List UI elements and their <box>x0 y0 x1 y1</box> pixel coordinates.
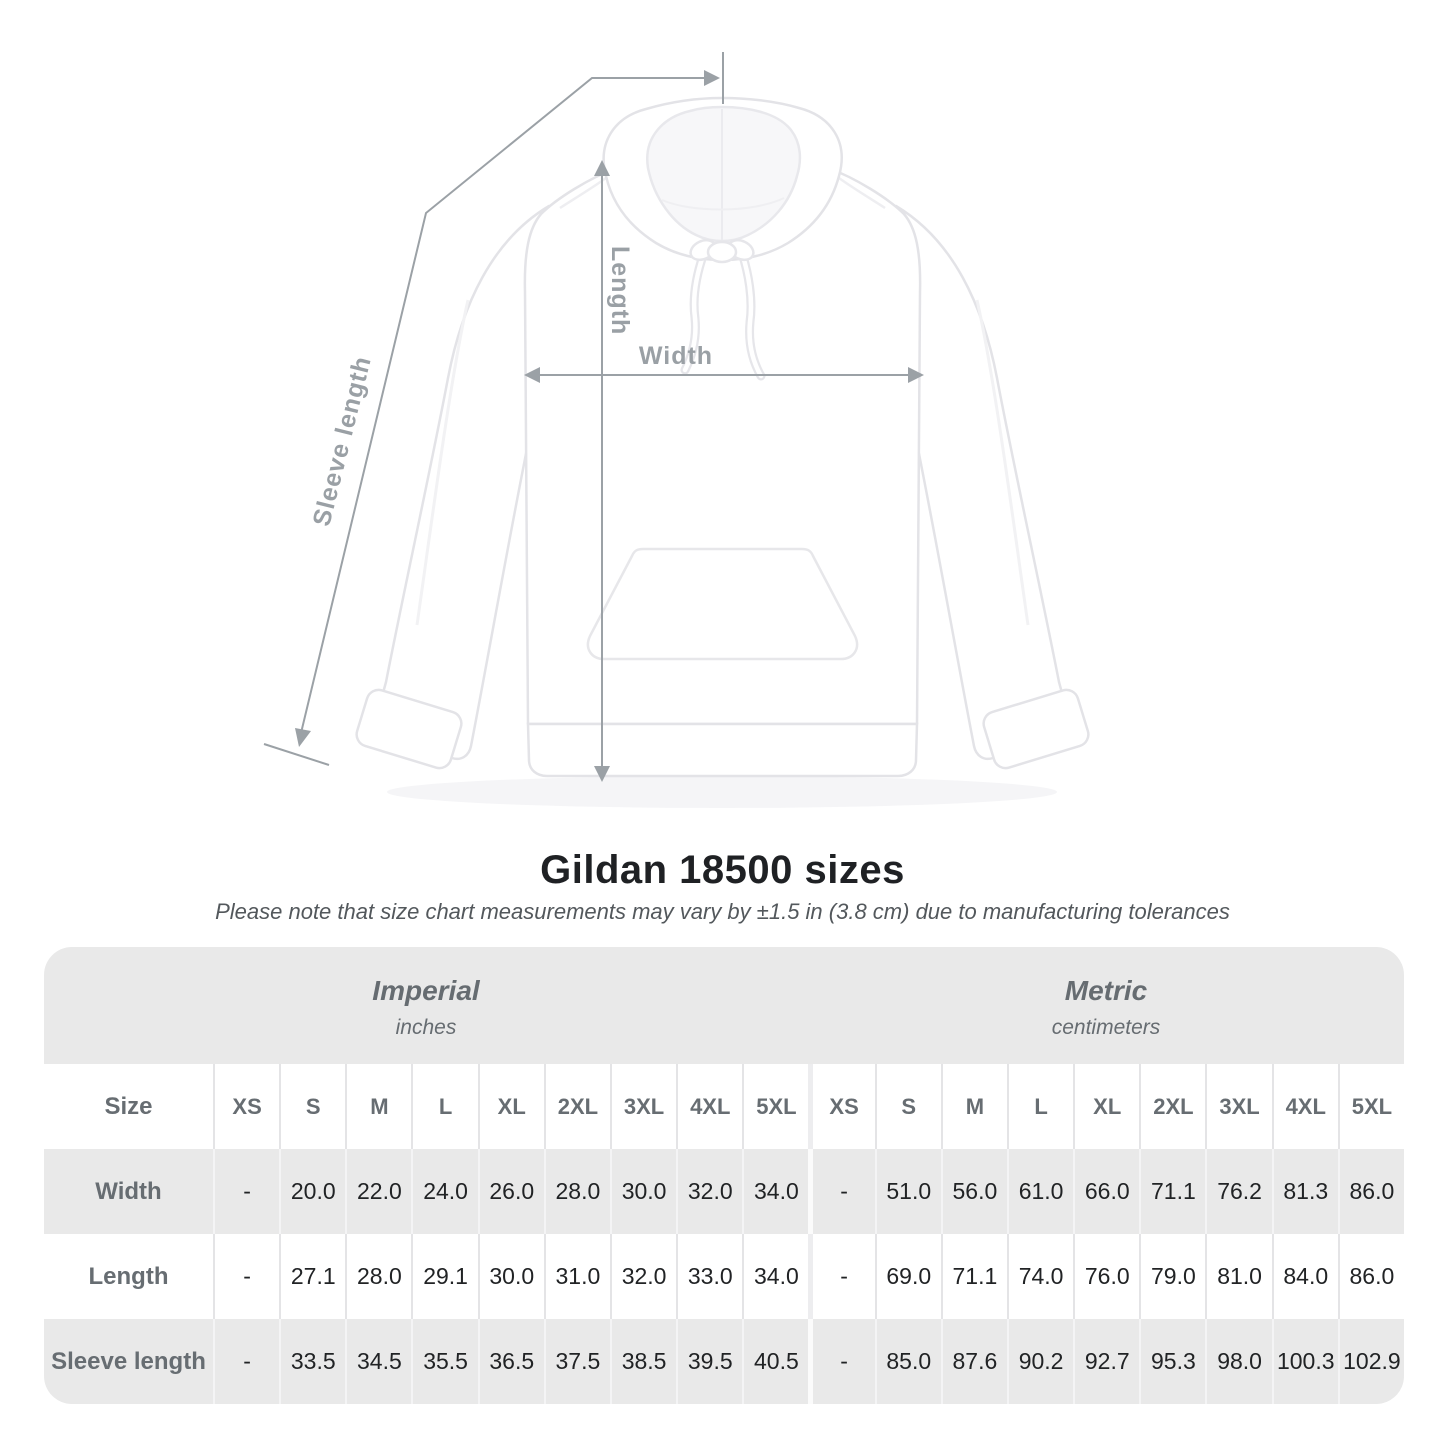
value-length-metric-m: 71.1 <box>941 1234 1007 1319</box>
value-length-imperial-xs: - <box>213 1234 279 1319</box>
value-length-metric-5xl: 86.0 <box>1338 1234 1404 1319</box>
hoodie-hem <box>528 724 917 776</box>
size-grid <box>44 1064 1404 1404</box>
value-width-imperial-s: 20.0 <box>279 1149 345 1234</box>
value-width-metric-3xl: 76.2 <box>1205 1149 1271 1234</box>
value-width-metric-xl: 66.0 <box>1073 1149 1139 1234</box>
size-header-row <box>44 1064 1404 1149</box>
units-band <box>44 947 1404 1064</box>
value-length-imperial-xl: 30.0 <box>478 1234 544 1319</box>
value-width-metric-4xl: 81.3 <box>1272 1149 1338 1234</box>
value-sleeve-length-metric-4xl: 100.3 <box>1272 1319 1338 1404</box>
value-width-metric-xs: - <box>808 1149 874 1234</box>
value-width-imperial-3xl: 30.0 <box>610 1149 676 1234</box>
size-col-xl-imperial: XL <box>478 1064 544 1149</box>
value-width-imperial-l: 24.0 <box>411 1149 477 1234</box>
value-width-imperial-xs: - <box>213 1149 279 1234</box>
value-sleeve-length-imperial-2xl: 37.5 <box>544 1319 610 1404</box>
value-length-imperial-2xl: 31.0 <box>544 1234 610 1319</box>
size-col-4xl-imperial: 4XL <box>676 1064 742 1149</box>
value-length-imperial-5xl: 34.0 <box>742 1234 808 1319</box>
value-width-metric-5xl: 86.0 <box>1338 1149 1404 1234</box>
value-sleeve-length-metric-xl: 92.7 <box>1073 1319 1139 1404</box>
value-width-metric-l: 61.0 <box>1007 1149 1073 1234</box>
imperial-section-header <box>44 947 808 1064</box>
value-length-imperial-l: 29.1 <box>411 1234 477 1319</box>
value-width-imperial-5xl: 34.0 <box>742 1149 808 1234</box>
value-sleeve-length-metric-l: 90.2 <box>1007 1319 1073 1404</box>
size-column-header: Size <box>104 1092 153 1120</box>
kangaroo-pocket <box>588 549 857 659</box>
value-sleeve-length-metric-5xl: 102.9 <box>1338 1319 1404 1404</box>
size-col-xs-imperial: XS <box>213 1064 279 1149</box>
value-sleeve-length-metric-m: 87.6 <box>941 1319 1007 1404</box>
value-sleeve-length-imperial-l: 35.5 <box>411 1319 477 1404</box>
measurement-row-width <box>44 1149 1404 1234</box>
imperial-label: Imperial <box>372 975 480 1006</box>
value-width-imperial-4xl: 32.0 <box>676 1149 742 1234</box>
sleeve-length-bottom-tick <box>264 744 329 765</box>
value-width-metric-s: 51.0 <box>875 1149 941 1234</box>
width-measure-label: Width <box>638 342 714 370</box>
value-length-metric-xs: - <box>808 1234 874 1319</box>
value-sleeve-length-metric-3xl: 98.0 <box>1205 1319 1271 1404</box>
row-label-width: Width <box>95 1177 162 1205</box>
ground-shadow <box>387 776 1057 808</box>
value-length-imperial-s: 27.1 <box>279 1234 345 1319</box>
value-length-metric-xl: 76.0 <box>1073 1234 1139 1319</box>
size-col-3xl-imperial: 3XL <box>610 1064 676 1149</box>
row-label-sleeve-length: Sleeve length <box>51 1347 206 1375</box>
metric-section-header <box>808 947 1404 1064</box>
value-sleeve-length-imperial-5xl: 40.5 <box>742 1319 808 1404</box>
imperial-unit-label: inches <box>395 1016 457 1039</box>
size-col-m-metric: M <box>941 1064 1007 1149</box>
value-sleeve-length-imperial-3xl: 38.5 <box>610 1319 676 1404</box>
measurement-row-sleeve-length <box>44 1319 1404 1404</box>
value-width-imperial-2xl: 28.0 <box>544 1149 610 1234</box>
measurement-row-length <box>44 1234 1404 1319</box>
row-label-length: Length <box>88 1262 169 1290</box>
page-title: Gildan 18500 sizes <box>540 848 905 892</box>
value-length-metric-s: 69.0 <box>875 1234 941 1319</box>
size-col-xs-metric: XS <box>808 1064 874 1149</box>
size-col-2xl-metric: 2XL <box>1139 1064 1205 1149</box>
size-col-s-metric: S <box>875 1064 941 1149</box>
value-width-imperial-xl: 26.0 <box>478 1149 544 1234</box>
size-col-m-imperial: M <box>345 1064 411 1149</box>
size-col-4xl-metric: 4XL <box>1272 1064 1338 1149</box>
value-width-imperial-m: 22.0 <box>345 1149 411 1234</box>
value-length-imperial-m: 28.0 <box>345 1234 411 1319</box>
value-sleeve-length-imperial-4xl: 39.5 <box>676 1319 742 1404</box>
value-sleeve-length-imperial-xl: 36.5 <box>478 1319 544 1404</box>
metric-unit-label: centimeters <box>1051 1016 1161 1039</box>
value-length-metric-2xl: 79.0 <box>1139 1234 1205 1319</box>
size-col-5xl-imperial: 5XL <box>742 1064 808 1149</box>
value-sleeve-length-imperial-xs: - <box>213 1319 279 1404</box>
value-length-metric-4xl: 84.0 <box>1272 1234 1338 1319</box>
length-measure-label: Length <box>606 246 634 336</box>
size-col-xl-metric: XL <box>1073 1064 1139 1149</box>
size-col-s-imperial: S <box>279 1064 345 1149</box>
size-col-l-metric: L <box>1007 1064 1073 1149</box>
size-col-l-imperial: L <box>411 1064 477 1149</box>
value-sleeve-length-metric-2xl: 95.3 <box>1139 1319 1205 1404</box>
value-length-metric-3xl: 81.0 <box>1205 1234 1271 1319</box>
metric-label: Metric <box>1064 975 1148 1006</box>
value-length-imperial-3xl: 32.0 <box>610 1234 676 1319</box>
value-width-metric-m: 56.0 <box>941 1149 1007 1234</box>
sleeve-measure-label: Sleeve length <box>307 353 377 529</box>
tolerance-note: Please note that size chart measurements may vary by ±1.5 in (3.8 cm) due to manufacturing tolerances <box>215 899 1230 924</box>
size-col-2xl-imperial: 2XL <box>544 1064 610 1149</box>
size-col-5xl-metric: 5XL <box>1338 1064 1404 1149</box>
value-length-imperial-4xl: 33.0 <box>676 1234 742 1319</box>
value-sleeve-length-imperial-s: 33.5 <box>279 1319 345 1404</box>
size-col-3xl-metric: 3XL <box>1205 1064 1271 1149</box>
value-sleeve-length-imperial-m: 34.5 <box>345 1319 411 1404</box>
value-width-metric-2xl: 71.1 <box>1139 1149 1205 1234</box>
value-length-metric-l: 74.0 <box>1007 1234 1073 1319</box>
size-chart-table <box>44 947 1404 1404</box>
value-sleeve-length-metric-xs: - <box>808 1319 874 1404</box>
value-sleeve-length-metric-s: 85.0 <box>875 1319 941 1404</box>
